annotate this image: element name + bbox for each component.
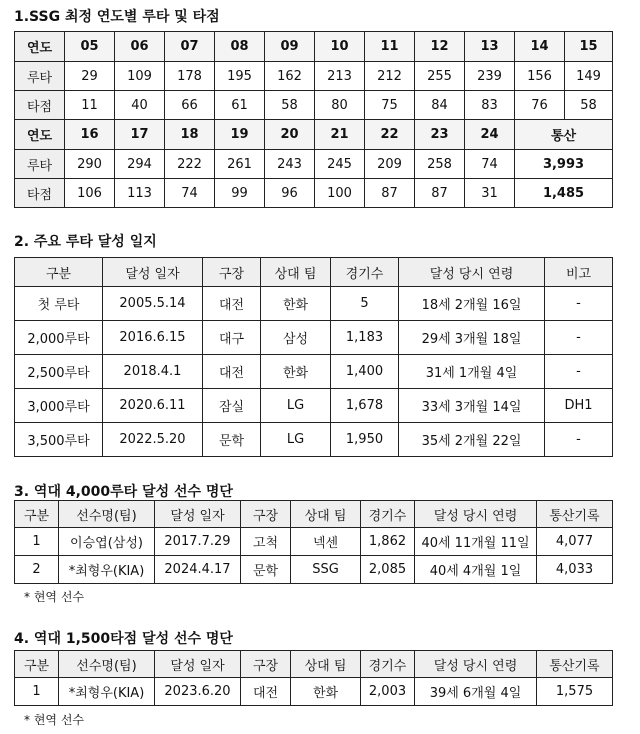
header-cell: 구장	[203, 258, 261, 287]
table-cell: 11	[65, 91, 115, 120]
table-cell: 243	[265, 150, 315, 179]
header-cell: 선수명(팀)	[59, 651, 155, 678]
table-row	[15, 287, 613, 321]
table-cell: *최형우(KIA)	[59, 678, 155, 706]
header-cell: 통산기록	[537, 651, 613, 678]
table-row	[15, 528, 613, 556]
table-cell: 290	[65, 150, 115, 179]
row-label: 타점	[15, 179, 65, 208]
table-cell: 2024.4.17	[155, 556, 241, 584]
table-cell: 222	[165, 150, 215, 179]
table-cell: 2,500루타	[15, 355, 103, 389]
table-cell: 40세 11개월 11일	[415, 528, 537, 556]
active-player-note: * 현역 선수	[24, 590, 84, 604]
table-cell: 178	[165, 62, 215, 91]
header-cell: 14	[515, 32, 565, 62]
header-cell: 구분	[15, 501, 59, 528]
table-cell: 대구	[203, 321, 261, 355]
table-cell: -	[545, 355, 613, 389]
milestone-log-table	[14, 257, 613, 457]
table-cell: 한화	[261, 287, 331, 321]
table-cell: 31	[465, 179, 515, 208]
table-cell: 1	[15, 528, 59, 556]
table-cell: 156	[515, 62, 565, 91]
table-cell: 61	[215, 91, 265, 120]
table-cell: 66	[165, 91, 215, 120]
header-cell: 10	[315, 32, 365, 62]
table-cell: 29	[65, 62, 115, 91]
table-cell: -	[545, 321, 613, 355]
table-cell: 113	[115, 179, 165, 208]
row-label: 루타	[15, 62, 65, 91]
table-cell: 58	[565, 91, 613, 120]
table-row	[15, 389, 613, 423]
header-cell: 07	[165, 32, 215, 62]
table-cell: 2018.4.1	[103, 355, 203, 389]
header-cell: 13	[465, 32, 515, 62]
header-cell: 상대 팀	[291, 651, 361, 678]
table-cell: 1,400	[331, 355, 399, 389]
header-cell: 비고	[545, 258, 613, 287]
table-cell: 213	[315, 62, 365, 91]
table-cell: 이승엽(삼성)	[59, 528, 155, 556]
row-label: 타점	[15, 91, 65, 120]
table-row	[15, 678, 613, 706]
table-cell: 4,077	[537, 528, 613, 556]
table-cell: 2	[15, 556, 59, 584]
table-cell: 255	[415, 62, 465, 91]
header-cell: 경기수	[361, 651, 415, 678]
table-cell: 294	[115, 150, 165, 179]
header-cell: 24	[465, 120, 515, 150]
table-row	[15, 120, 613, 150]
table-cell: -	[545, 287, 613, 321]
header-cell: 통산기록	[537, 501, 613, 528]
table-cell: 83	[465, 91, 515, 120]
table-cell: 96	[265, 179, 315, 208]
table-cell: 2005.5.14	[103, 287, 203, 321]
table-cell: 87	[365, 179, 415, 208]
table-cell: 212	[365, 62, 415, 91]
table-cell: 162	[265, 62, 315, 91]
table-row	[15, 62, 613, 91]
table-cell: 2016.6.15	[103, 321, 203, 355]
table-cell: 1,950	[331, 423, 399, 457]
table-row	[15, 32, 613, 62]
table-cell: 109	[115, 62, 165, 91]
table-row	[15, 423, 613, 457]
table-cell: 209	[365, 150, 415, 179]
header-cell: 달성 일자	[155, 651, 241, 678]
header-cell: 통산	[515, 120, 613, 150]
table-cell: 84	[415, 91, 465, 120]
table-cell: 문학	[241, 556, 291, 584]
table-cell: 첫 루타	[15, 287, 103, 321]
table-row	[15, 321, 613, 355]
header-cell: 상대 팀	[261, 258, 331, 287]
table-cell: 문학	[203, 423, 261, 457]
total-cell: 3,993	[515, 150, 613, 179]
1500-rbi-table	[14, 650, 613, 706]
header-cell: 달성 당시 연령	[415, 501, 537, 528]
header-cell: 구장	[241, 651, 291, 678]
header-cell: 구분	[15, 258, 103, 287]
header-cell: 17	[115, 120, 165, 150]
table-cell: 58	[265, 91, 315, 120]
table-cell: 2017.7.29	[155, 528, 241, 556]
table-row	[15, 355, 613, 389]
section-2-title: 2. 주요 루타 달성 일지	[14, 234, 157, 250]
section-4-title: 4. 역대 1,500타점 달성 선수 명단	[14, 631, 233, 647]
table-cell: 39세 6개월 4일	[415, 678, 537, 706]
table-cell: 149	[565, 62, 613, 91]
4000-total-bases-table	[14, 500, 613, 584]
table-cell: 5	[331, 287, 399, 321]
table-cell: 2020.6.11	[103, 389, 203, 423]
header-cell: 22	[365, 120, 415, 150]
table-cell: 74	[165, 179, 215, 208]
header-cell: 연도	[15, 120, 65, 150]
table-cell: 239	[465, 62, 515, 91]
table-row	[15, 150, 613, 179]
table-cell: 대전	[203, 287, 261, 321]
table-cell: 258	[415, 150, 465, 179]
table-cell: 1,862	[361, 528, 415, 556]
table-cell: 75	[365, 91, 415, 120]
row-label: 루타	[15, 150, 65, 179]
table-cell: 99	[215, 179, 265, 208]
header-cell: 08	[215, 32, 265, 62]
table-cell: 대전	[203, 355, 261, 389]
header-cell: 11	[365, 32, 415, 62]
header-cell: 달성 일자	[155, 501, 241, 528]
table-cell: 100	[315, 179, 365, 208]
table-cell: -	[545, 423, 613, 457]
header-cell: 달성 당시 연령	[415, 651, 537, 678]
header-cell: 상대 팀	[291, 501, 361, 528]
table-cell: 3,000루타	[15, 389, 103, 423]
header-cell: 18	[165, 120, 215, 150]
table-cell: 한화	[261, 355, 331, 389]
table-cell: 29세 3개월 18일	[399, 321, 545, 355]
header-cell: 23	[415, 120, 465, 150]
table-cell: 87	[415, 179, 465, 208]
header-cell: 연도	[15, 32, 65, 62]
table-cell: 261	[215, 150, 265, 179]
table-cell: 1	[15, 678, 59, 706]
table-cell: 80	[315, 91, 365, 120]
table-cell: 한화	[291, 678, 361, 706]
table-cell: 1,575	[537, 678, 613, 706]
table-row	[15, 91, 613, 120]
header-cell: 09	[265, 32, 315, 62]
table-cell: 33세 3개월 14일	[399, 389, 545, 423]
table-cell: 74	[465, 150, 515, 179]
table-cell: 대전	[241, 678, 291, 706]
table-cell: 1,678	[331, 389, 399, 423]
table-cell: 195	[215, 62, 265, 91]
table-cell: 4,033	[537, 556, 613, 584]
header-cell: 경기수	[331, 258, 399, 287]
table-cell: 2022.5.20	[103, 423, 203, 457]
header-cell: 구장	[241, 501, 291, 528]
table-cell: 2,000루타	[15, 321, 103, 355]
table-cell: 35세 2개월 22일	[399, 423, 545, 457]
table-cell: 잠실	[203, 389, 261, 423]
table-cell: DH1	[545, 389, 613, 423]
table-cell: 2,085	[361, 556, 415, 584]
header-cell: 달성 일자	[103, 258, 203, 287]
table-cell: LG	[261, 389, 331, 423]
header-cell: 달성 당시 연령	[399, 258, 545, 287]
table-cell: 245	[315, 150, 365, 179]
table-cell: 2023.6.20	[155, 678, 241, 706]
table-cell: LG	[261, 423, 331, 457]
header-cell: 15	[565, 32, 613, 62]
table-cell: 2,003	[361, 678, 415, 706]
table-row	[15, 179, 613, 208]
table-cell: SSG	[291, 556, 361, 584]
table-cell: 3,500루타	[15, 423, 103, 457]
table-cell: 18세 2개월 16일	[399, 287, 545, 321]
header-cell: 19	[215, 120, 265, 150]
header-cell: 20	[265, 120, 315, 150]
table-cell: *최형우(KIA)	[59, 556, 155, 584]
header-cell: 05	[65, 32, 115, 62]
table-cell: 40세 4개월 1일	[415, 556, 537, 584]
table-cell: 31세 1개월 4일	[399, 355, 545, 389]
header-cell: 06	[115, 32, 165, 62]
section-3-title: 3. 역대 4,000루타 달성 선수 명단	[14, 484, 233, 500]
header-cell: 구분	[15, 651, 59, 678]
header-cell: 12	[415, 32, 465, 62]
total-cell: 1,485	[515, 179, 613, 208]
header-cell: 16	[65, 120, 115, 150]
yearly-stats-table	[14, 31, 613, 208]
active-player-note-2: * 현역 선수	[24, 713, 84, 727]
table-cell: 삼성	[261, 321, 331, 355]
header-cell: 선수명(팀)	[59, 501, 155, 528]
table-cell: 76	[515, 91, 565, 120]
header-cell: 경기수	[361, 501, 415, 528]
table-cell: 40	[115, 91, 165, 120]
table-row	[15, 556, 613, 584]
table-cell: 106	[65, 179, 115, 208]
table-cell: 고척	[241, 528, 291, 556]
section-1-title: 1.SSG 최정 연도별 루타 및 타점	[14, 9, 220, 25]
table-cell: 넥센	[291, 528, 361, 556]
header-cell: 21	[315, 120, 365, 150]
table-cell: 1,183	[331, 321, 399, 355]
